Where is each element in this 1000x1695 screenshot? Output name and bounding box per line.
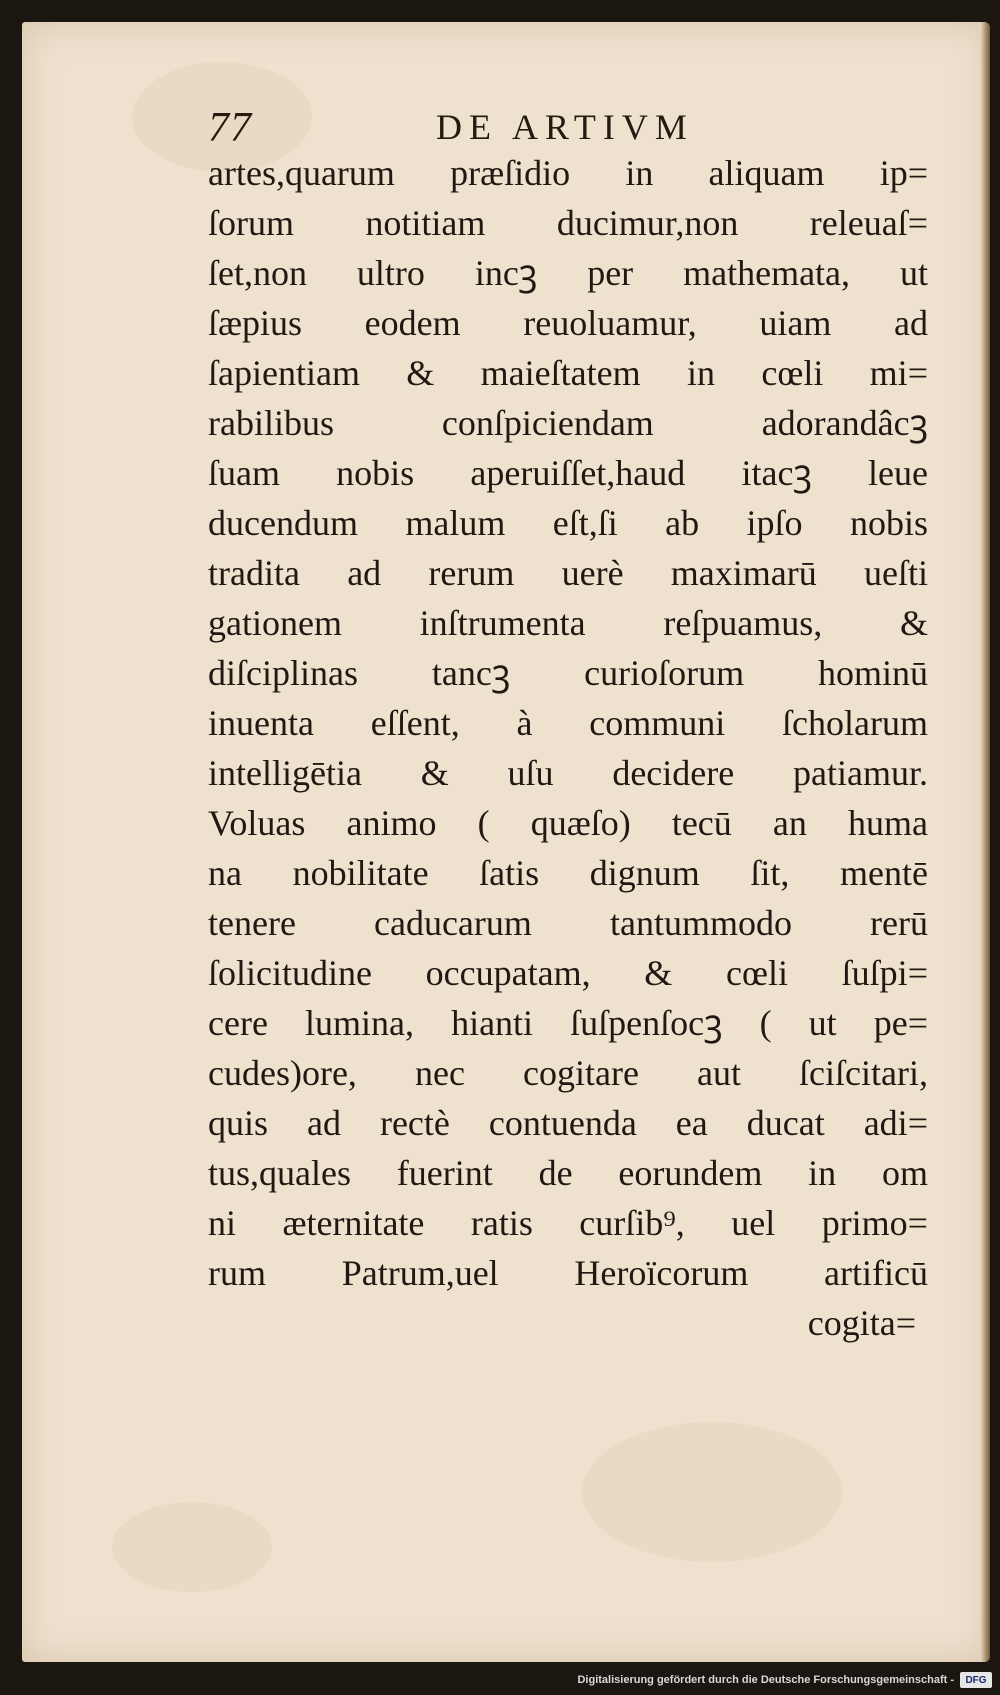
text-line: tenere caducarum tantummodo rerū	[208, 903, 928, 943]
credit-text: Digitalisierung gefördert durch die Deutsche Forschungsgemeinschaft -	[577, 1674, 954, 1686]
text-line: ſapientiam & maieſtatem in cœli mi=	[208, 353, 928, 393]
text-line: intelligētia & uſu decidere patiamur.	[208, 753, 928, 793]
text-line: gationem inſtrumenta reſpuamus, &	[208, 603, 928, 643]
paper-stain	[112, 1502, 272, 1592]
page-edge-shadow	[980, 22, 990, 1662]
text-line: cere lumina, hianti ſuſpenſocꝫ ( ut pe=	[208, 1003, 928, 1043]
text-line: diſciplinas tancꝫ curioſorum hominū	[208, 653, 928, 693]
text-line: inuenta eſſent, à communi ſcholarum	[208, 703, 928, 743]
text-line: ſæpius eodem reuoluamur, uiam ad	[208, 303, 928, 343]
text-line: artes,quarum præſidio in aliquam ip=	[208, 153, 928, 193]
text-line: ſorum notitiam ducimur,non releuaſ=	[208, 203, 928, 243]
dfg-logo: DFG	[960, 1672, 992, 1688]
page-header	[208, 104, 928, 154]
text-line: quis ad rectè contuenda ea ducat adi=	[208, 1103, 928, 1143]
page-number: 77	[208, 105, 252, 151]
text-line: rabilibus conſpiciendam adorandâcꝫ	[208, 403, 928, 443]
text-line: ducendum malum eſt,ſi ab ipſo nobis	[208, 503, 928, 543]
text-line: Voluas animo ( quæſo) tecū an huma	[208, 803, 928, 843]
text-line: tradita ad rerum uerè maximarū ueſti	[208, 553, 928, 593]
text-line: cudes)ore, nec cogitare aut ſciſcitari,	[208, 1053, 928, 1093]
text-line: ni æternitate ratis curſib⁹, uel primo=	[208, 1203, 928, 1243]
text-line: ſolicitudine occupatam, & cœli ſuſpi=	[208, 953, 928, 993]
paper-stain	[582, 1422, 842, 1562]
text-line: ſet,non ultro incꝫ per mathemata, ut	[208, 253, 928, 293]
text-line: tus,quales fuerint de eorundem in om	[208, 1153, 928, 1193]
running-title: DE ARTIVM	[436, 107, 694, 147]
digitization-credit	[577, 1669, 992, 1691]
text-line: ſuam nobis aperuiſſet,haud itacꝫ leue	[208, 453, 928, 493]
text-line: rum Patrum,uel Heroïcorum artificū	[208, 1253, 928, 1293]
text-block	[208, 148, 928, 1348]
text-line: na nobilitate ſatis dignum ſit, mentē	[208, 853, 928, 893]
catchword: cogita=	[807, 1303, 916, 1343]
